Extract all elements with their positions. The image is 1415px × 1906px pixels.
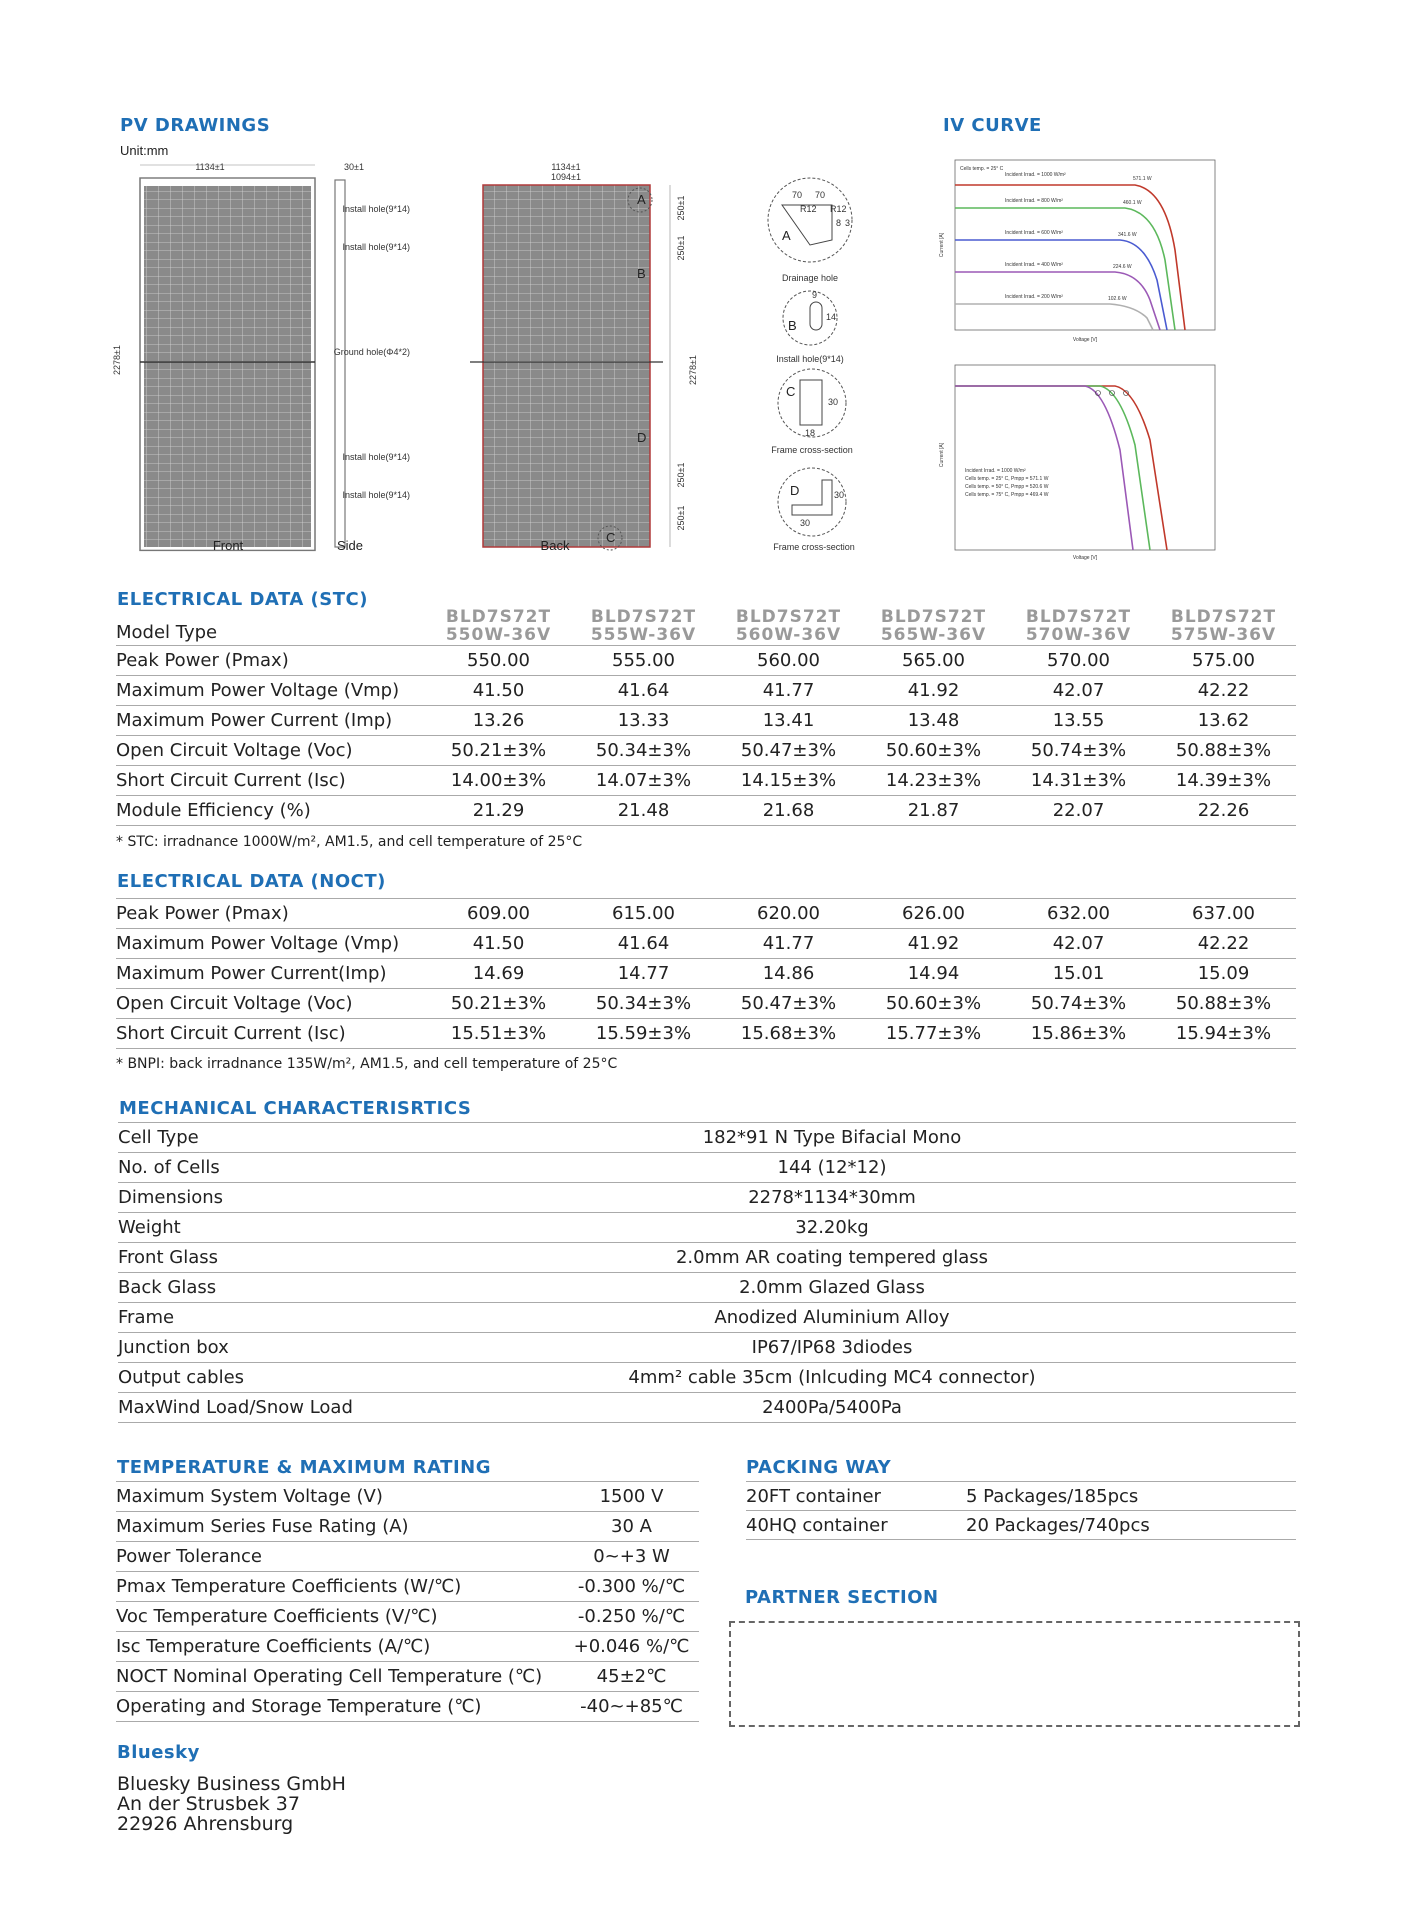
row-value: 41.92 bbox=[861, 929, 1006, 959]
row-label: Maximum Power Voltage (Vmp) bbox=[116, 675, 426, 705]
row-value: 21.48 bbox=[571, 795, 716, 825]
row-value: 41.77 bbox=[716, 675, 861, 705]
row-value: 32.20kg bbox=[368, 1213, 1296, 1243]
dim-width-front: 1134±1 bbox=[195, 162, 225, 172]
row-value: 21.87 bbox=[861, 795, 1006, 825]
dim-250-top: 250±1 bbox=[676, 195, 686, 221]
row-value: 15.86±3% bbox=[1006, 1019, 1151, 1049]
table-row bbox=[116, 765, 1296, 795]
row-value: 45±2℃ bbox=[564, 1662, 699, 1692]
table-row bbox=[116, 645, 1296, 675]
packing-rows bbox=[746, 1482, 1296, 1540]
table-row bbox=[116, 1512, 699, 1542]
row-value: 50.60±3% bbox=[861, 735, 1006, 765]
row-value: 626.00 bbox=[861, 899, 1006, 929]
detail-a-letter: A bbox=[782, 228, 791, 243]
dim-width-back: 1134±1 bbox=[551, 162, 581, 172]
row-label: Maximum Series Fuse Rating (A) bbox=[116, 1512, 564, 1542]
model-col-1 bbox=[426, 608, 571, 645]
iv2-xlabel: Voltage [V] bbox=[1072, 555, 1098, 560]
back-panel-drawing bbox=[334, 162, 698, 553]
row-value: 41.77 bbox=[716, 929, 861, 959]
iv1-point-0: 571.1 W bbox=[1133, 176, 1152, 182]
iv-curve-charts bbox=[935, 150, 1225, 560]
detail-d-dim-2: 30 bbox=[800, 518, 811, 528]
row-value: 13.33 bbox=[571, 705, 716, 735]
model-col-3 bbox=[716, 608, 861, 645]
row-value: 42.07 bbox=[1006, 929, 1151, 959]
row-value: 13.26 bbox=[426, 705, 571, 735]
row-value: 14.07±3% bbox=[571, 765, 716, 795]
detail-a-dim-4: R12 bbox=[830, 204, 847, 214]
row-value: 2.0mm AR coating tempered glass bbox=[368, 1243, 1296, 1273]
iv2-label-1: Cells temp. = 25° C, Pmpp = 571.1 W bbox=[965, 476, 1049, 482]
row-label: Weight bbox=[118, 1213, 368, 1243]
model-variant: 555W-36V bbox=[590, 625, 697, 646]
side-label: Side bbox=[337, 538, 364, 553]
mech-title: MECHANICAL CHARACTERISRTICS bbox=[119, 1098, 472, 1119]
model-name: BLD7S72T bbox=[590, 607, 697, 628]
detail-c-dim-1: 30 bbox=[828, 397, 839, 407]
company-address bbox=[117, 1774, 346, 1834]
detail-a-dim-6: 3 bbox=[845, 218, 851, 228]
partner-box bbox=[729, 1621, 1300, 1727]
install-hole-3: Install hole(9*14) bbox=[342, 452, 410, 462]
row-value: 41.64 bbox=[571, 929, 716, 959]
row-value: 182*91 N Type Bifacial Mono bbox=[368, 1123, 1296, 1153]
row-label: Pmax Temperature Coefficients (W/℃) bbox=[116, 1572, 564, 1602]
stc-rows bbox=[116, 645, 1296, 825]
row-value: 575.00 bbox=[1151, 645, 1296, 675]
row-value: 14.94 bbox=[861, 959, 1006, 989]
dim-250-bottom-2: 250±1 bbox=[676, 505, 686, 531]
row-value: 560.00 bbox=[716, 645, 861, 675]
iv1-point-1: 460.1 W bbox=[1123, 200, 1142, 206]
row-value: 15.68±3% bbox=[716, 1019, 861, 1049]
company-street: An der Strusbek 37 bbox=[117, 1793, 300, 1815]
pv-drawings-title: PV DRAWINGS bbox=[120, 115, 271, 136]
model-col-6 bbox=[1151, 608, 1296, 645]
install-hole-4: Install hole(9*14) bbox=[342, 490, 410, 500]
row-value: 14.69 bbox=[426, 959, 571, 989]
row-value: 50.74±3% bbox=[1006, 989, 1151, 1019]
row-value: 14.77 bbox=[571, 959, 716, 989]
detail-d-marker: D bbox=[637, 430, 647, 445]
row-label: Power Tolerance bbox=[116, 1542, 564, 1572]
model-name: BLD7S72T bbox=[445, 607, 552, 628]
row-value: 570.00 bbox=[1006, 645, 1151, 675]
model-type-label: Model Type bbox=[116, 608, 426, 645]
row-label: Operating and Storage Temperature (℃) bbox=[116, 1692, 564, 1722]
table-row bbox=[118, 1303, 1296, 1333]
iv2-ylabel: Current [A] bbox=[939, 442, 945, 468]
model-variant: 575W-36V bbox=[1170, 625, 1277, 646]
row-value: 21.68 bbox=[716, 795, 861, 825]
model-name: BLD7S72T bbox=[1025, 607, 1132, 628]
row-value: 21.29 bbox=[426, 795, 571, 825]
iv1-label-2: Incident Irrad. = 800 W/m² bbox=[1005, 198, 1063, 204]
table-row bbox=[116, 1692, 699, 1722]
table-row bbox=[116, 899, 1296, 929]
row-value: Anodized Aluminium Alloy bbox=[368, 1303, 1296, 1333]
row-label: Short Circuit Current (Isc) bbox=[116, 765, 426, 795]
detail-c-marker: C bbox=[606, 530, 616, 545]
dim-height-front: 2278±1 bbox=[112, 345, 122, 375]
row-value: 14.15±3% bbox=[716, 765, 861, 795]
detail-c-letter: C bbox=[786, 384, 796, 399]
row-value: 620.00 bbox=[716, 899, 861, 929]
model-name: BLD7S72T bbox=[1170, 607, 1277, 628]
table-row bbox=[116, 735, 1296, 765]
row-label: Dimensions bbox=[118, 1183, 368, 1213]
iv1-point-3: 224.6 W bbox=[1113, 264, 1132, 270]
row-value: 50.21±3% bbox=[426, 989, 571, 1019]
row-value: 14.23±3% bbox=[861, 765, 1006, 795]
table-row bbox=[116, 1542, 699, 1572]
install-hole-1: Install hole(9*14) bbox=[342, 204, 410, 214]
row-value: -40~+85℃ bbox=[564, 1692, 699, 1722]
row-value: 2278*1134*30mm bbox=[368, 1183, 1296, 1213]
row-label: Open Circuit Voltage (Voc) bbox=[116, 735, 426, 765]
table-row bbox=[116, 1632, 699, 1662]
table-row bbox=[116, 1482, 699, 1512]
iv2-label-3: Cells temp. = 75° C, Pmpp = 469.4 W bbox=[965, 492, 1049, 498]
row-value: 5 Packages/185pcs bbox=[966, 1482, 1296, 1511]
iv2-label-0: Incident Irrad. = 1000 W/m² bbox=[965, 468, 1026, 474]
row-value: 609.00 bbox=[426, 899, 571, 929]
row-label: Peak Power (Pmax) bbox=[116, 899, 426, 929]
row-value: 42.07 bbox=[1006, 675, 1151, 705]
row-value: 41.50 bbox=[426, 929, 571, 959]
table-row bbox=[116, 989, 1296, 1019]
row-label: Isc Temperature Coefficients (A/℃) bbox=[116, 1632, 564, 1662]
company-brand: Bluesky bbox=[117, 1742, 200, 1763]
row-value: 50.34±3% bbox=[571, 735, 716, 765]
row-label: Short Circuit Current (Isc) bbox=[116, 1019, 426, 1049]
stc-title: ELECTRICAL DATA (STC) bbox=[117, 589, 368, 610]
table-row bbox=[116, 675, 1296, 705]
row-value: 144 (12*12) bbox=[368, 1153, 1296, 1183]
table-row bbox=[118, 1333, 1296, 1363]
noct-rows bbox=[116, 899, 1296, 1049]
row-value: 22.26 bbox=[1151, 795, 1296, 825]
row-value: 22.07 bbox=[1006, 795, 1151, 825]
detail-a-marker: A bbox=[637, 192, 646, 207]
row-value: 50.60±3% bbox=[861, 989, 1006, 1019]
row-value: 42.22 bbox=[1151, 675, 1296, 705]
dim-depth: 30±1 bbox=[344, 162, 364, 172]
row-value: 2400Pa/5400Pa bbox=[368, 1393, 1296, 1423]
row-value: 1500 V bbox=[564, 1482, 699, 1512]
table-row bbox=[116, 959, 1296, 989]
row-label: Voc Temperature Coefficients (V/℃) bbox=[116, 1602, 564, 1632]
row-value: IP67/IP68 3diodes bbox=[368, 1333, 1296, 1363]
row-label: Peak Power (Pmax) bbox=[116, 645, 426, 675]
packing-table bbox=[746, 1481, 1296, 1540]
table-row bbox=[118, 1213, 1296, 1243]
row-label: Cell Type bbox=[118, 1123, 368, 1153]
row-value: 0~+3 W bbox=[564, 1542, 699, 1572]
row-value: 637.00 bbox=[1151, 899, 1296, 929]
iv1-label-3: Incident Irrad. = 600 W/m² bbox=[1005, 230, 1063, 236]
row-label: Junction box bbox=[118, 1333, 368, 1363]
company-city: 22926 Ahrensburg bbox=[117, 1813, 294, 1835]
row-value: 15.51±3% bbox=[426, 1019, 571, 1049]
install-hole-2: Install hole(9*14) bbox=[342, 242, 410, 252]
row-value: 50.47±3% bbox=[716, 735, 861, 765]
row-value: 50.88±3% bbox=[1151, 735, 1296, 765]
partner-title: PARTNER SECTION bbox=[745, 1587, 939, 1608]
temp-title: TEMPERATURE & MAXIMUM RATING bbox=[117, 1457, 491, 1478]
row-label: Maximum Power Current (Imp) bbox=[116, 705, 426, 735]
row-label: Maximum Power Current(Imp) bbox=[116, 959, 426, 989]
table-row bbox=[116, 929, 1296, 959]
detail-d-dim-1: 30 bbox=[834, 490, 845, 500]
row-value: 13.48 bbox=[861, 705, 1006, 735]
row-label: NOCT Nominal Operating Cell Temperature (℃) bbox=[116, 1662, 564, 1692]
detail-views bbox=[768, 178, 855, 552]
table-row bbox=[118, 1273, 1296, 1303]
stc-note: * STC: irradnance 1000W/m², AM1.5, and cell temperature of 25°C bbox=[116, 834, 583, 850]
model-name: BLD7S72T bbox=[735, 607, 842, 628]
back-label: Back bbox=[540, 538, 570, 553]
dim-250-bottom: 250±1 bbox=[676, 462, 686, 488]
model-variant: 565W-36V bbox=[880, 625, 987, 646]
row-value: 20 Packages/740pcs bbox=[966, 1511, 1296, 1540]
iv-chart-irradiance bbox=[939, 160, 1215, 343]
detail-d-letter: D bbox=[790, 483, 800, 498]
mech-rows bbox=[118, 1123, 1296, 1423]
iv-curve-title: IV CURVE bbox=[943, 115, 1042, 136]
model-variant: 550W-36V bbox=[445, 625, 552, 646]
iv1-label-5: Incident Irrad. = 200 W/m² bbox=[1005, 294, 1063, 300]
row-value: 13.62 bbox=[1151, 705, 1296, 735]
row-value: 50.47±3% bbox=[716, 989, 861, 1019]
row-value: 42.22 bbox=[1151, 929, 1296, 959]
iv1-ylabel: Current [A] bbox=[939, 232, 945, 258]
row-value: 14.39±3% bbox=[1151, 765, 1296, 795]
iv1-point-4: 102.6 W bbox=[1108, 296, 1127, 302]
front-panel-drawing bbox=[112, 162, 315, 553]
row-value: 41.92 bbox=[861, 675, 1006, 705]
iv-chart-temperature bbox=[939, 365, 1215, 560]
row-value: 14.31±3% bbox=[1006, 765, 1151, 795]
table-row bbox=[118, 1363, 1296, 1393]
model-col-4 bbox=[861, 608, 1006, 645]
table-row bbox=[118, 1123, 1296, 1153]
unit-label: Unit:mm bbox=[120, 143, 169, 158]
table-row bbox=[116, 1662, 699, 1692]
iv1-xlabel: Voltage [V] bbox=[1072, 337, 1098, 343]
detail-b-marker: B bbox=[637, 266, 646, 281]
temp-rows bbox=[116, 1482, 699, 1722]
company-name: Bluesky Business GmbH bbox=[117, 1773, 346, 1795]
dim-inner-back: 1094±1 bbox=[551, 172, 581, 182]
model-variant: 570W-36V bbox=[1025, 625, 1132, 646]
iv1-label-0: Cells temp. = 25° C bbox=[960, 166, 1004, 172]
front-label: Front bbox=[212, 538, 244, 553]
row-label: Open Circuit Voltage (Voc) bbox=[116, 989, 426, 1019]
row-value: 13.55 bbox=[1006, 705, 1151, 735]
row-label: Maximum System Voltage (V) bbox=[116, 1482, 564, 1512]
model-col-2 bbox=[571, 608, 716, 645]
detail-a-dim-5: 8 bbox=[836, 218, 842, 228]
noct-table bbox=[116, 898, 1296, 1049]
row-value: 15.59±3% bbox=[571, 1019, 716, 1049]
row-value: 50.74±3% bbox=[1006, 735, 1151, 765]
model-col-5 bbox=[1006, 608, 1151, 645]
row-value: 50.88±3% bbox=[1151, 989, 1296, 1019]
row-value: 41.64 bbox=[571, 675, 716, 705]
row-label: Maximum Power Voltage (Vmp) bbox=[116, 929, 426, 959]
dim-250-top-2: 250±1 bbox=[676, 235, 686, 261]
iv2-label-2: Cells temp. = 50° C, Pmpp = 520.6 W bbox=[965, 484, 1049, 490]
temp-table bbox=[116, 1481, 699, 1722]
row-label: 20FT container bbox=[746, 1482, 966, 1511]
row-value: 14.00±3% bbox=[426, 765, 571, 795]
row-label: No. of Cells bbox=[118, 1153, 368, 1183]
row-label: Frame bbox=[118, 1303, 368, 1333]
table-row bbox=[118, 1183, 1296, 1213]
frame-cross-label-1: Frame cross-section bbox=[771, 445, 853, 455]
model-variant: 560W-36V bbox=[735, 625, 842, 646]
stc-model-row bbox=[116, 608, 1296, 645]
row-value: 565.00 bbox=[861, 645, 1006, 675]
table-row bbox=[116, 705, 1296, 735]
table-row bbox=[118, 1153, 1296, 1183]
row-value: 2.0mm Glazed Glass bbox=[368, 1273, 1296, 1303]
row-value: 632.00 bbox=[1006, 899, 1151, 929]
iv1-label-1: Incident Irrad. = 1000 W/m² bbox=[1005, 172, 1066, 178]
table-row bbox=[746, 1511, 1296, 1540]
install-hole-b-label: Install hole(9*14) bbox=[776, 354, 844, 364]
detail-b-dim-1: 9 bbox=[812, 290, 818, 300]
row-value: +0.046 %/℃ bbox=[564, 1632, 699, 1662]
row-value: 15.09 bbox=[1151, 959, 1296, 989]
row-label: Front Glass bbox=[118, 1243, 368, 1273]
row-value: -0.250 %/℃ bbox=[564, 1602, 699, 1632]
table-row bbox=[116, 795, 1296, 825]
row-value: 550.00 bbox=[426, 645, 571, 675]
drainage-hole-label: Drainage hole bbox=[781, 273, 839, 283]
row-value: 15.77±3% bbox=[861, 1019, 1006, 1049]
table-row bbox=[746, 1482, 1296, 1511]
row-value: 555.00 bbox=[571, 645, 716, 675]
row-label: 40HQ container bbox=[746, 1511, 966, 1540]
detail-a-dim-1: 70 bbox=[792, 190, 803, 200]
row-label: MaxWind Load/Snow Load bbox=[118, 1393, 368, 1423]
detail-a-dim-3: R12 bbox=[800, 204, 817, 214]
table-row bbox=[118, 1393, 1296, 1423]
row-value: 615.00 bbox=[571, 899, 716, 929]
mech-table bbox=[118, 1122, 1296, 1423]
table-row bbox=[116, 1019, 1296, 1049]
packing-title: PACKING WAY bbox=[746, 1457, 892, 1478]
row-label: Back Glass bbox=[118, 1273, 368, 1303]
row-value: 15.94±3% bbox=[1151, 1019, 1296, 1049]
row-label: Output cables bbox=[118, 1363, 368, 1393]
table-row bbox=[118, 1243, 1296, 1273]
model-name: BLD7S72T bbox=[880, 607, 987, 628]
stc-table bbox=[116, 608, 1296, 826]
pv-drawings bbox=[110, 140, 880, 560]
row-value: 41.50 bbox=[426, 675, 571, 705]
detail-b-dim-2: 14 bbox=[826, 312, 837, 322]
ground-hole: Ground hole(Φ4*2) bbox=[333, 347, 410, 357]
noct-note: * BNPI: back irradnance 135W/m², AM1.5, and cell temperature of 25°C bbox=[116, 1056, 618, 1072]
row-value: -0.300 %/℃ bbox=[564, 1572, 699, 1602]
row-value: 4mm² cable 35cm (Inlcuding MC4 connector) bbox=[368, 1363, 1296, 1393]
table-row bbox=[116, 1572, 699, 1602]
row-value: 14.86 bbox=[716, 959, 861, 989]
row-value: 15.01 bbox=[1006, 959, 1151, 989]
table-row bbox=[116, 1602, 699, 1632]
detail-b-letter: B bbox=[788, 318, 797, 333]
iv1-point-2: 341.6 W bbox=[1118, 232, 1137, 238]
row-value: 13.41 bbox=[716, 705, 861, 735]
iv1-label-4: Incident Irrad. = 400 W/m² bbox=[1005, 262, 1063, 268]
detail-a-dim-2: 70 bbox=[815, 190, 826, 200]
row-value: 50.34±3% bbox=[571, 989, 716, 1019]
row-label: Module Efficiency (%) bbox=[116, 795, 426, 825]
dim-height-back: 2278±1 bbox=[688, 355, 698, 385]
noct-title: ELECTRICAL DATA (NOCT) bbox=[117, 871, 386, 892]
frame-cross-label-2: Frame cross-section bbox=[773, 542, 855, 552]
detail-c-dim-2: 18 bbox=[805, 428, 816, 438]
row-value: 50.21±3% bbox=[426, 735, 571, 765]
row-value: 30 A bbox=[564, 1512, 699, 1542]
